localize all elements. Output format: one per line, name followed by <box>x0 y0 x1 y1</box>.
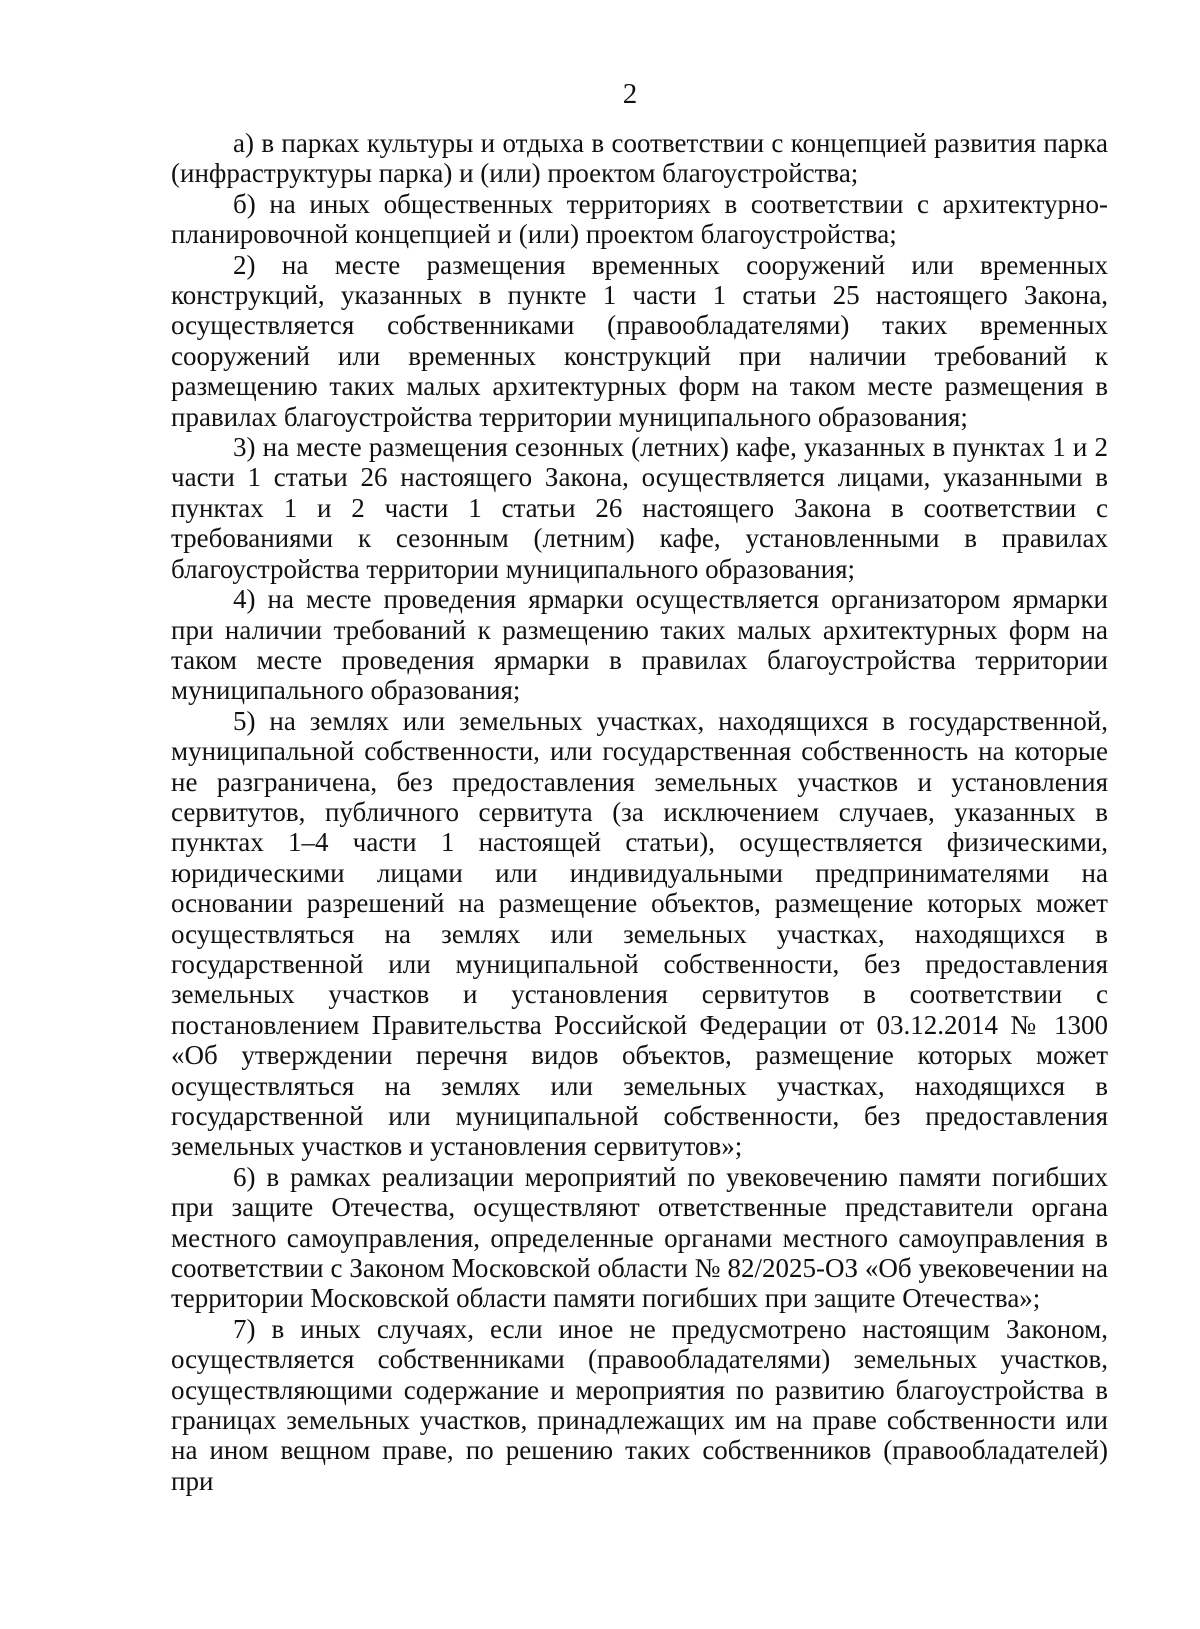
paragraph-4: 4) на месте проведения ярмарки осуществляется организатором ярмарки при наличии требований к размещению таких малых архитектурных форм на таком месте проведения ярмарки в правилах благоустройства территории муниципального образования; <box>171 584 1108 706</box>
document-body <box>171 128 1108 1496</box>
paragraph-7: 7) в иных случаях, если иное не предусмотрено настоящим Законом, осуществляется собственниками (правообладателями) земельных участков, осуществляющими содержание и мероприятия по развитию благоустройства в границах земельных участков, принадлежащих им на праве собственности или на ином вещном праве, по решению таких собственников (правообладателей) при <box>171 1313 1108 1496</box>
paragraph-6: 6) в рамках реализации мероприятий по увековечению памяти погибших при защите Отечества, осуществляют ответственные представители органа местного самоуправления, определенные органами местного самоуправления в соответствии с Законом Московской области № 82/2025-ОЗ «Об увековечении на территории Московской области памяти погибших при защите Отечества»; <box>171 1161 1108 1314</box>
paragraph-b: б) на иных общественных территориях в соответствии с архитектурно-планировочной концепцией и (или) проектом благоустройства; <box>171 188 1108 250</box>
paragraph-2: 2) на месте размещения временных сооружений или временных конструкций, указанных в пункте 1 части 1 статьи 25 настоящего Закона, осуществляется собственниками (правообладателями) таких временных сооружений или временных конструкций при наличии требований к размещению таких малых архитектурных форм на таком месте размещения в правилах благоустройства территории муниципального образования; <box>171 249 1108 432</box>
page-number: 2 <box>622 78 638 110</box>
paragraph-a: а) в парках культуры и отдыха в соответствии с концепцией развития парка (инфраструктуры парка) и (или) проектом благоустройства; <box>171 128 1108 189</box>
paragraph-3: 3) на месте размещения сезонных (летних) кафе, указанных в пунктах 1 и 2 части 1 статьи 26 настоящего Закона, осуществляется лицами, указанными в пунктах 1 и 2 части 1 статьи 26 настоящего Закона в соответствии с требованиями к сезонным (летним) кафе, установленными в правилах благоустройства территории муниципального образования; <box>171 432 1108 584</box>
paragraph-5: 5) на землях или земельных участках, находящихся в государственной, муниципальной собственности, или государственная собственность на которые не разграничена, без предоставления земельных участков и установления сервитутов, публичного сервитута (за исключением случаев, указанных в пунктах 1–4 части 1 настоящей статьи), осуществляется физическими, юридическими лицами или индивидуальными предпринимателями на основании разрешений на размещение объектов, размещение которых может осуществляться на землях или земельных участках, находящихся в государственной или муниципальной собственности, без предоставления земельных участков и установления сервитутов в соответствии с постановлением Правительства Российской Федерации от 03.12.2014 № 1300 «Об утверждении перечня видов объектов, размещение которых может осуществляться на землях или земельных участках, находящихся в государственной или муниципальной собственности, без предоставления земельных участков и установления сервитутов»; <box>171 705 1108 1162</box>
